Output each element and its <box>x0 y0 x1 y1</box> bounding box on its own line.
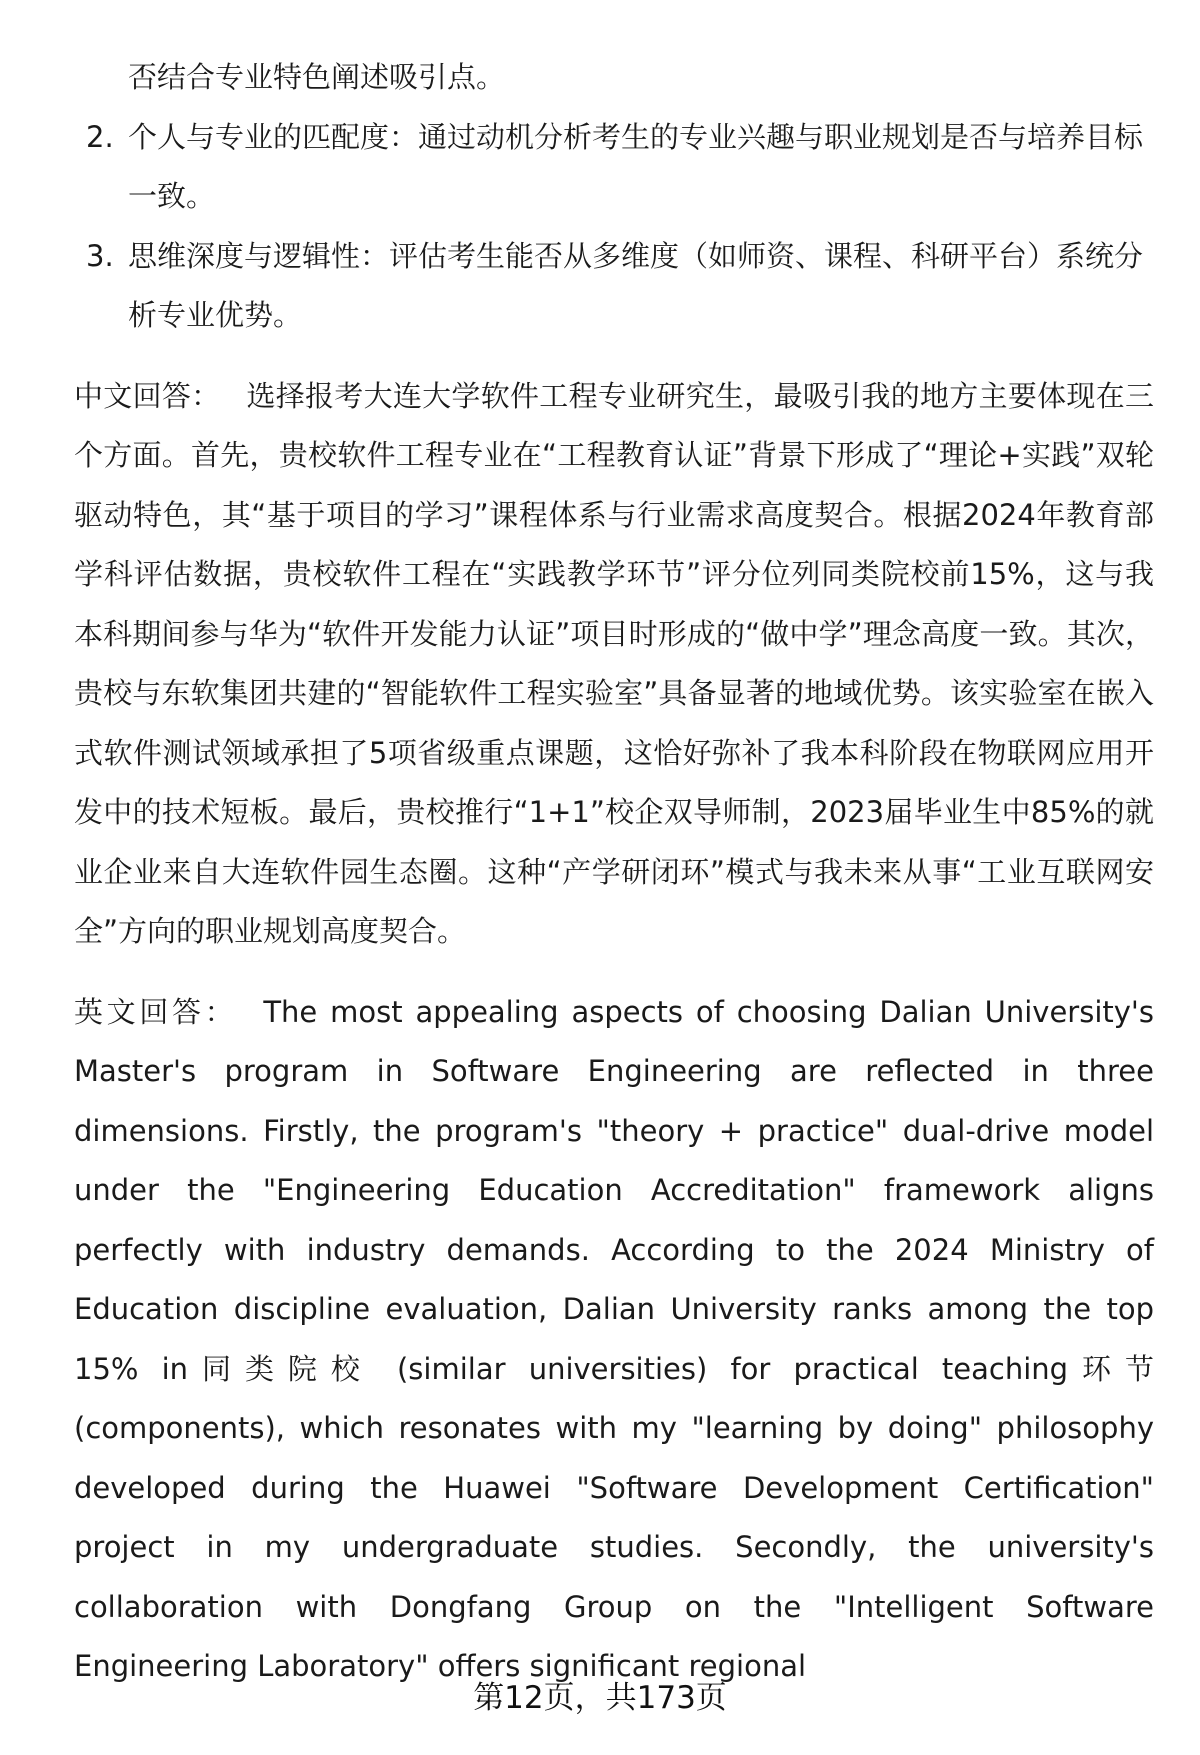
page-content <box>74 48 1154 1697</box>
chinese-answer-paragraph <box>74 367 1154 962</box>
list-item-text: 思维深度与逻辑性：评估考生能否从多维度（如师资、课程、科研平台）系统分析专业优势。 <box>128 238 1144 332</box>
page-number-footer: 第12页，共173页 <box>473 1680 727 1716</box>
list-item <box>74 108 1154 227</box>
english-answer-text: The most appealing aspects of choosing Dalian University's Master's program in Software Engineering are reflected in three dimensions. Firstly, the program's "theory + practice" dual-drive model under the "Engineering Education Accreditation" framework aligns perfectly with industry demands. According to the 2024 Ministry of Education discipline evaluation, Dalian University ranks among the top 15% in同类院校 (similar universities) for practical teaching环节 (components), which resonates with my "learning by doing" philosophy developed during the Huawei "Software Development Certification" project in my undergraduate studies. Secondly, the university's collaboration with Dongfang Group on the "Intelligent Software Engineering Laboratory" offers significant regional <box>74 994 1154 1683</box>
english-answer-label: 英文回答： <box>74 994 238 1029</box>
list-item-text: 个人与专业的匹配度：通过动机分析考生的专业兴趣与职业规划是否与培养目标一致。 <box>128 119 1144 213</box>
list-item <box>74 227 1154 346</box>
list-item-number: 2. <box>86 119 114 154</box>
chinese-answer-text: 选择报考大连大学软件工程专业研究生，最吸引我的地方主要体现在三个方面。首先，贵校软件工程专业在“工程教育认证”背景下形成了“理论+实践”双轮驱动特色，其“基于项目的学习”课程体系与行业需求高度契合。根据2024年教育部学科评估数据，贵校软件工程在“实践教学环节”评分位列同类院校前15%，这与我本科期间参与华为“软件开发能力认证”项目时形成的“做中学”理念高度一致。其次，贵校与东软集团共建的“智能软件工程实验室”具备显著的地域优势。该实验室在嵌入式软件测试领域承担了5项省级重点课题，这恰好弥补了我本科阶段在物联网应用开发中的技术短板。最后，贵校推行“1+1”校企双导师制，2023届毕业生中85%的就业企业来自大连软件园生态圈。这种“产学研闭环”模式与我未来从事“工业互联网安全”方向的职业规划高度契合。 <box>74 378 1154 948</box>
criteria-list <box>74 108 1154 346</box>
list-item-number: 3. <box>86 238 114 273</box>
english-answer-paragraph <box>74 983 1154 1697</box>
chinese-answer-label: 中文回答： <box>74 378 221 413</box>
criteria-continuation: 否结合专业特色阐述吸引点。 <box>128 60 506 94</box>
